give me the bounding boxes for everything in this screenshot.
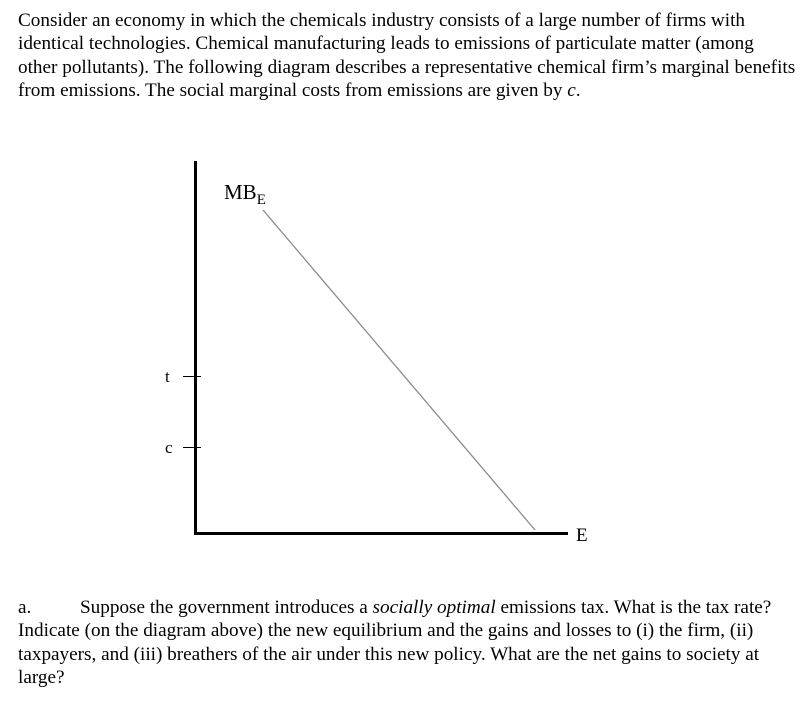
mb-curve-label: $MB_E$	[224, 180, 266, 208]
y-tick-t-label: t	[165, 367, 170, 386]
x-axis-label: E	[576, 525, 588, 546]
y-tick-c-label: c	[165, 438, 173, 457]
question-part2: emissions tax. What is the tax rate? Indicate (on the diagram above) the new equilibrium and the gains and losses to (i) the firm, (ii) taxpayers, and (iii) breathers of the air under this new policy. What are the net gains to society at large?	[18, 597, 772, 689]
intro-end: .	[575, 80, 581, 102]
question-a	[18, 596, 798, 690]
question-label: a.	[18, 597, 32, 618]
question-emphasis: socially optimal	[372, 597, 496, 618]
mb-curve	[263, 210, 535, 530]
question-part1: Suppose the government introduces a	[80, 597, 368, 618]
intro-variable-c: c	[567, 80, 576, 102]
intro-text: Consider an economy in which the chemicals industry consists of a large number of firms with identical technologies. Chemical manufacturing leads to emissions of particulate matter (among other pollutants). The following diagram describes a representative chemical firm’s marginal benefits from emissions. The social marginal costs from emissions are given by	[18, 10, 796, 102]
